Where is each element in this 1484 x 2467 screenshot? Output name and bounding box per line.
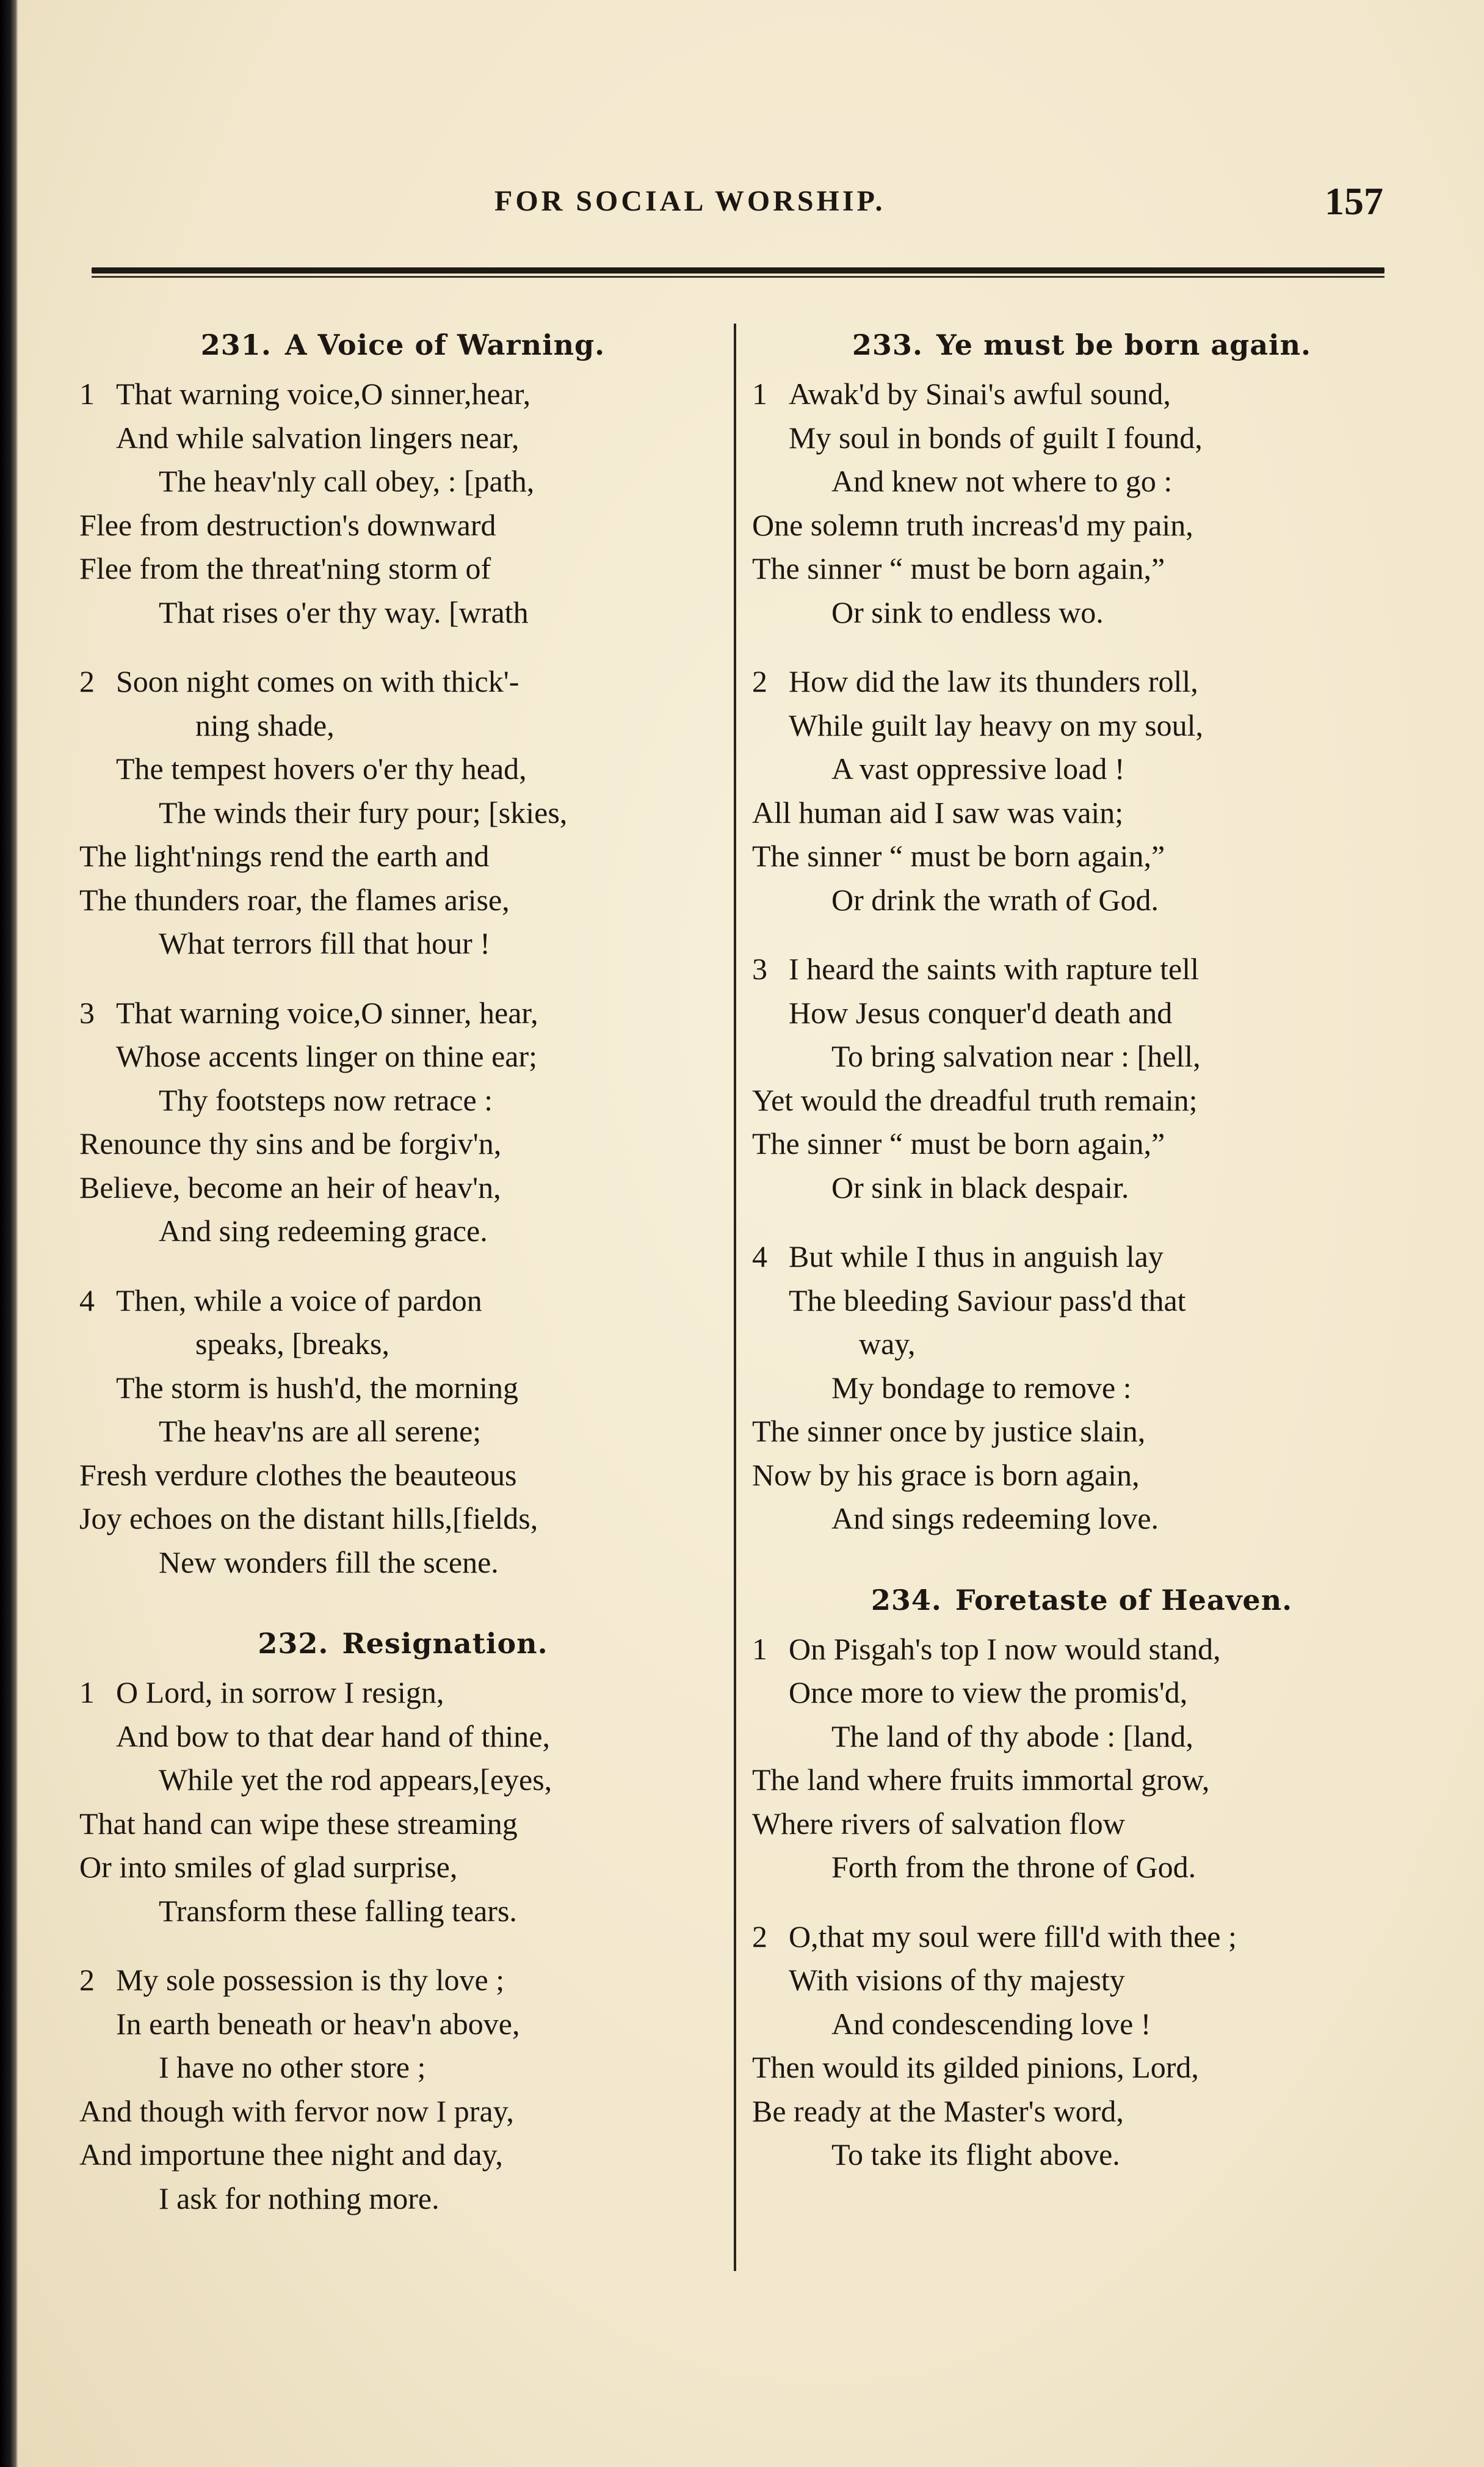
verse-line: And sing redeeming grace.	[159, 1214, 488, 1248]
verse-line: The sinner once by justice slain,	[752, 1414, 1146, 1448]
verse-line: With visions of thy majesty	[789, 1963, 1125, 1997]
verse-line: While yet the rod appears,[eyes,	[159, 1762, 552, 1797]
hymn-heading	[79, 1616, 726, 1671]
verse-line: And bow to that dear hand of thine,	[116, 1719, 550, 1753]
hymn-title: Foretaste of Heaven.	[955, 1583, 1293, 1617]
verse-line: Now by his grace is born again,	[752, 1457, 1140, 1492]
verse	[752, 1915, 1411, 2177]
verse-line: Or drink the wrath of God.	[831, 882, 1159, 917]
hymn-232	[79, 1616, 726, 2220]
verse-line: Believe, become an heir of heav'n,	[79, 1170, 501, 1205]
verse-line: And while salvation lingers near,	[116, 420, 519, 455]
verse-line: What terrors fill that hour !	[159, 926, 490, 960]
verse-line: Joy echoes on the distant hills,[fields,	[79, 1501, 538, 1535]
verse-line: 1 O Lord, in sorrow I resign,	[79, 1671, 726, 1715]
verse-line: In earth beneath or heav'n above,	[116, 2006, 520, 2041]
verse-number: 4	[752, 1239, 767, 1273]
verse-line: New wonders fill the scene.	[159, 1545, 499, 1579]
verse-line: ning shade,	[195, 708, 335, 742]
verse-line: 2 O,that my soul were fill'd with thee ;	[752, 1915, 1411, 1959]
verse-number: 3	[79, 995, 95, 1030]
verse-number: 2	[752, 664, 767, 698]
hymn-234	[752, 1573, 1411, 2177]
verse-number: 1	[752, 1631, 767, 1666]
verse-number: 1	[752, 377, 767, 411]
verse	[752, 660, 1411, 922]
hymn-heading	[79, 317, 726, 372]
verse-line: The sinner “ must be born again,”	[752, 1126, 1165, 1161]
running-title: FOR SOCIAL WORSHIP.	[494, 185, 886, 217]
right-column	[752, 317, 1411, 2209]
verse-line: The sinner “ must be born again,”	[752, 551, 1165, 585]
column-divider	[734, 324, 736, 2271]
hymn-number: 233.	[852, 328, 923, 361]
verse-line: Flee from the threat'ning storm of	[79, 551, 491, 585]
verse-line: And sings redeeming love.	[831, 1501, 1159, 1535]
verse-line: 1 On Pisgah's top I now would stand,	[752, 1628, 1411, 1672]
verse-line: All human aid I saw was vain;	[752, 795, 1124, 830]
verse-line: Fresh verdure clothes the beauteous	[79, 1457, 517, 1492]
verse-line: The winds their fury pour; [skies,	[159, 795, 568, 830]
verse-line: Flee from destruction's downward	[79, 507, 496, 542]
hymn-title: Resignation.	[342, 1627, 548, 1660]
left-column	[79, 317, 726, 2252]
hymn-233	[752, 317, 1411, 1541]
verse-line: The tempest hovers o'er thy head,	[116, 752, 527, 786]
verse-line: 1 Awak'd by Sinai's awful sound,	[752, 372, 1411, 416]
verse-line: 3 That warning voice,O sinner, hear,	[79, 991, 726, 1035]
hymn-231	[79, 317, 726, 1584]
verse-line: My bondage to remove :	[831, 1370, 1132, 1405]
verse-number: 3	[752, 952, 767, 986]
verse-line: The heav'ns are all serene;	[159, 1414, 482, 1448]
verse-number: 2	[752, 1919, 767, 1954]
verse	[79, 372, 726, 634]
verse-line: speaks, [breaks,	[195, 1327, 389, 1361]
verse-line: 4 Then, while a voice of pardon	[79, 1279, 726, 1323]
verse-number: 2	[79, 1963, 95, 1997]
hymn-heading	[752, 1573, 1411, 1628]
verse-line: way,	[859, 1327, 916, 1361]
verse-line: To bring salvation near : [hell,	[831, 1039, 1201, 1073]
verse-line: The light'nings rend the earth and	[79, 839, 490, 873]
verse-line: A vast oppressive load !	[831, 752, 1125, 786]
hymn-title: Ye must be born again.	[936, 328, 1312, 361]
verse-line: Or sink to endless wo.	[831, 595, 1104, 629]
hymn-number: 231.	[200, 328, 272, 361]
verse	[752, 372, 1411, 634]
verse	[79, 991, 726, 1253]
verse-number: 1	[79, 377, 95, 411]
verse	[79, 660, 726, 966]
verse-line: 2 How did the law its thunders roll,	[752, 660, 1411, 704]
verse-line: And though with fervor now I pray,	[79, 2093, 514, 2128]
verse-line: Once more to view the promis'd,	[789, 1675, 1188, 1709]
hymn-title: A Voice of Warning.	[284, 328, 606, 361]
verse	[752, 947, 1411, 1209]
verse-line: That rises o'er thy way. [wrath	[159, 595, 529, 629]
verse-line: The land of thy abode : [land,	[831, 1719, 1193, 1753]
verse-number: 2	[79, 664, 95, 698]
verse-line: Forth from the throne of God.	[831, 1850, 1196, 1884]
verse-line: To take its flight above.	[831, 2137, 1120, 2172]
verse	[79, 1671, 726, 1933]
hymn-number: 234.	[870, 1583, 942, 1617]
verse-number: 1	[79, 1675, 95, 1709]
verse-line: How Jesus conquer'd death and	[789, 995, 1173, 1030]
verse-line: The bleeding Saviour pass'd that	[789, 1283, 1186, 1317]
verse-line: The sinner “ must be born again,”	[752, 839, 1165, 873]
verse	[79, 1279, 726, 1585]
verse-line: The heav'nly call obey, : [path,	[159, 464, 535, 498]
verse-line: That hand can wipe these streaming	[79, 1806, 518, 1841]
verse-line: The land where fruits immortal grow,	[752, 1762, 1210, 1797]
verse	[752, 1628, 1411, 1889]
verse-line: 1 That warning voice,O sinner,hear,	[79, 372, 726, 416]
verse-line: Thy footsteps now retrace :	[159, 1082, 493, 1117]
verse-line: I ask for nothing more.	[159, 2181, 440, 2215]
page-number: 157	[1325, 179, 1383, 223]
verse-line: 2 Soon night comes on with thick'-	[79, 660, 726, 704]
verse-line: 4 But while I thus in anguish lay	[752, 1235, 1411, 1279]
verse	[79, 1958, 726, 2220]
verse-line: The storm is hush'd, the morning	[116, 1370, 518, 1405]
verse-line: Or into smiles of glad surprise,	[79, 1850, 458, 1884]
verse-line: The thunders roar, the flames arise,	[79, 882, 510, 917]
verse-line: Whose accents linger on thine ear;	[116, 1039, 537, 1073]
verse-line: 2 My sole possession is thy love ;	[79, 1958, 726, 2002]
page-header	[0, 177, 1484, 226]
verse-line: While guilt lay heavy on my soul,	[789, 708, 1204, 742]
hymn-number: 232.	[258, 1627, 329, 1660]
verse-line: Or sink in black despair.	[831, 1170, 1129, 1205]
verse-line: Renounce thy sins and be forgiv'n,	[79, 1126, 502, 1161]
verse-line: My soul in bonds of guilt I found,	[789, 420, 1203, 455]
verse-line: Transform these falling tears.	[159, 1893, 517, 1928]
header-rule	[92, 267, 1384, 274]
verse-line: Then would its gilded pinions, Lord,	[752, 2050, 1199, 2084]
verse	[752, 1235, 1411, 1541]
verse-number: 4	[79, 1283, 95, 1317]
verse-line: Be ready at the Master's word,	[752, 2093, 1124, 2128]
verse-line: 3 I heard the saints with rapture tell	[752, 947, 1411, 991]
book-spine-shadow	[0, 0, 18, 2467]
verse-line: And knew not where to go :	[831, 464, 1173, 498]
verse-line: One solemn truth increas'd my pain,	[752, 507, 1193, 542]
hymn-heading	[752, 317, 1411, 372]
verse-line: Yet would the dreadful truth remain;	[752, 1082, 1198, 1117]
verse-line: And condescending love !	[831, 2006, 1151, 2041]
verse-line: I have no other store ;	[159, 2050, 426, 2084]
verse-line: Where rivers of salvation flow	[752, 1806, 1125, 1841]
verse-line: And importune thee night and day,	[79, 2137, 503, 2172]
